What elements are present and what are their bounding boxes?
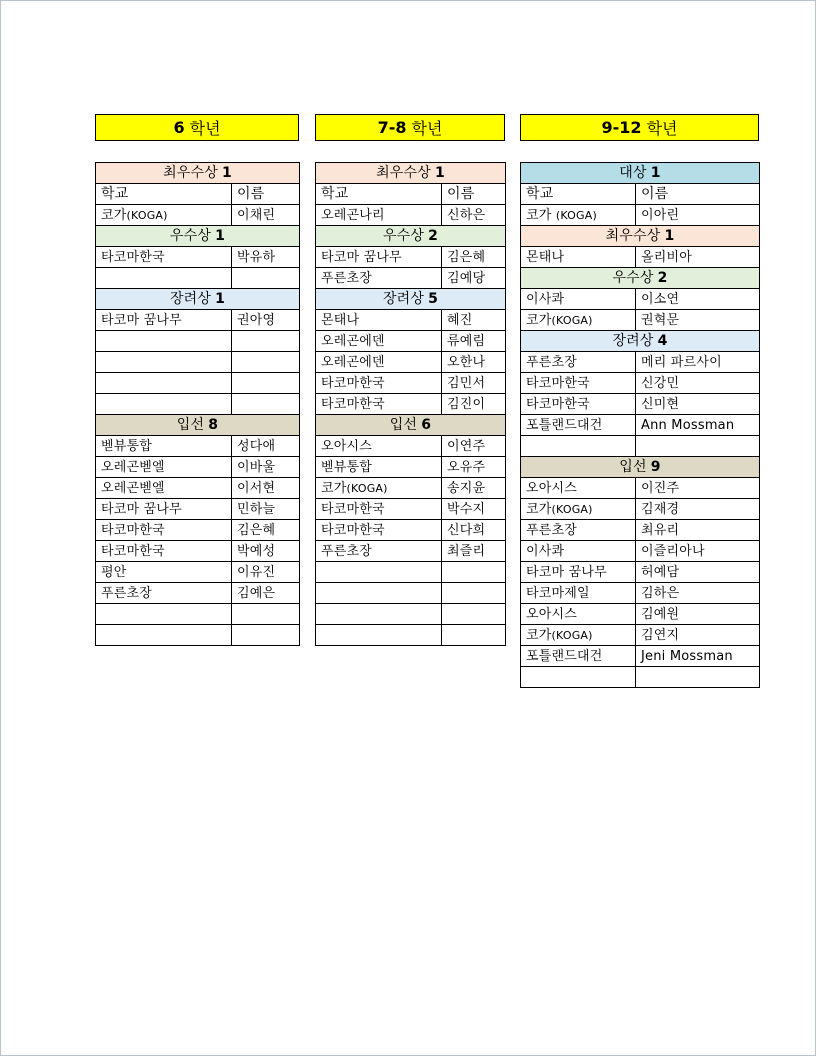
student-name-cell: 허예담 bbox=[636, 562, 760, 583]
student-name-cell bbox=[442, 604, 506, 625]
student-name-cell bbox=[232, 604, 300, 625]
grade-7-8-table bbox=[315, 162, 506, 646]
school-name: 타코마제일 bbox=[526, 585, 590, 601]
school-cell bbox=[316, 562, 442, 583]
award-category-row bbox=[316, 289, 506, 310]
table-row bbox=[316, 457, 506, 478]
award-name: 최우수상 bbox=[605, 227, 661, 244]
award-name: 우수상 bbox=[612, 269, 654, 286]
school-cell bbox=[96, 562, 232, 583]
school-cell bbox=[316, 520, 442, 541]
student-name-cell bbox=[442, 562, 506, 583]
school-cell bbox=[96, 604, 232, 625]
table-row bbox=[96, 205, 300, 226]
school-cell bbox=[316, 541, 442, 562]
student-name-cell bbox=[232, 331, 300, 352]
school-name: 타코마한국 bbox=[101, 543, 165, 559]
school-cell bbox=[521, 373, 636, 394]
table-row bbox=[521, 646, 760, 667]
school-name: 코가 bbox=[321, 480, 347, 496]
award-count: 5 bbox=[428, 290, 439, 307]
table-row bbox=[316, 583, 506, 604]
student-name-cell: 민하늘 bbox=[232, 499, 300, 520]
award-category-row bbox=[96, 163, 300, 184]
school-cell bbox=[96, 541, 232, 562]
award-category-row bbox=[521, 331, 760, 352]
student-name-cell bbox=[636, 667, 760, 688]
student-name-cell: 오유주 bbox=[442, 457, 506, 478]
student-name-cell: 김예원 bbox=[636, 604, 760, 625]
school-cell bbox=[316, 457, 442, 478]
school-cell bbox=[316, 373, 442, 394]
award-category-row bbox=[96, 226, 300, 247]
student-name-cell: 이소연 bbox=[636, 289, 760, 310]
school-cell bbox=[316, 268, 442, 289]
school-name: 타코마 꿈나무 bbox=[101, 501, 182, 517]
table-row bbox=[96, 541, 300, 562]
school-cell bbox=[96, 478, 232, 499]
school-name: 코가 bbox=[526, 501, 552, 517]
table-row bbox=[96, 583, 300, 604]
student-name-cell: 올리비아 bbox=[636, 247, 760, 268]
school-name: 평안 bbox=[101, 564, 127, 580]
school-name: 타코마한국 bbox=[526, 396, 590, 412]
school-name: 타코마한국 bbox=[101, 522, 165, 538]
award-category-row bbox=[96, 289, 300, 310]
award-category-title bbox=[521, 331, 760, 352]
table-row bbox=[521, 541, 760, 562]
student-name-cell: Jeni Mossman bbox=[636, 646, 760, 667]
student-name-cell: 혜진 bbox=[442, 310, 506, 331]
award-category-row bbox=[316, 415, 506, 436]
school-cell bbox=[521, 541, 636, 562]
table-row bbox=[521, 604, 760, 625]
school-name: 타코마한국 bbox=[101, 249, 165, 265]
grade-number: 9-12 bbox=[601, 118, 642, 137]
award-category-title bbox=[96, 415, 300, 436]
table-row bbox=[316, 268, 506, 289]
student-name-cell bbox=[442, 625, 506, 646]
school-cell bbox=[96, 499, 232, 520]
award-category-row bbox=[316, 163, 506, 184]
school-cell bbox=[521, 604, 636, 625]
student-name-cell: 박예성 bbox=[232, 541, 300, 562]
student-name-cell: 김재경 bbox=[636, 499, 760, 520]
table-row bbox=[316, 310, 506, 331]
grade-7-8-header bbox=[315, 114, 505, 141]
student-name-cell: 류예림 bbox=[442, 331, 506, 352]
school-cell bbox=[96, 331, 232, 352]
school-cell bbox=[96, 310, 232, 331]
column-header-row bbox=[521, 184, 760, 205]
student-name-cell: 김예은 bbox=[232, 583, 300, 604]
award-category-row bbox=[521, 226, 760, 247]
award-category-title bbox=[521, 163, 760, 184]
school-name: 포틀랜드대건 bbox=[526, 417, 603, 433]
grade-suffix: 학년 bbox=[189, 119, 221, 138]
school-cell bbox=[316, 205, 442, 226]
school-name: 오레곤벧엘 bbox=[101, 480, 165, 496]
student-name-cell: 최즐리 bbox=[442, 541, 506, 562]
school-latin-name: (KOGA) bbox=[551, 628, 593, 642]
school-cell bbox=[96, 205, 232, 226]
grade-number: 7-8 bbox=[377, 118, 407, 137]
school-name: 학교 bbox=[526, 185, 554, 202]
column-header-row bbox=[316, 184, 506, 205]
school-name: 타코마한국 bbox=[526, 375, 590, 391]
award-category-title bbox=[316, 415, 506, 436]
school-cell bbox=[96, 625, 232, 646]
student-name-cell: 권아영 bbox=[232, 310, 300, 331]
student-name-cell: 김연지 bbox=[636, 625, 760, 646]
student-name-cell: 이름 bbox=[232, 184, 300, 205]
table-row bbox=[316, 373, 506, 394]
school-name: 푸른초장 bbox=[321, 270, 373, 286]
award-category-title bbox=[521, 226, 760, 247]
grade-6-table bbox=[95, 162, 300, 646]
award-name: 최우수상 bbox=[376, 164, 431, 181]
school-name: 오레곤나리 bbox=[321, 207, 385, 223]
award-category-row bbox=[521, 163, 760, 184]
school-name: 푸른초장 bbox=[321, 543, 373, 559]
table-row bbox=[96, 478, 300, 499]
table-row bbox=[96, 310, 300, 331]
table-row bbox=[521, 667, 760, 688]
school-cell bbox=[316, 436, 442, 457]
school-name: 코가 bbox=[526, 312, 552, 328]
school-cell bbox=[521, 394, 636, 415]
award-category-title bbox=[96, 163, 300, 184]
student-name-cell: 김은혜 bbox=[232, 520, 300, 541]
student-name-cell: 신하은 bbox=[442, 205, 506, 226]
school-cell bbox=[521, 289, 636, 310]
student-name-cell: 김하은 bbox=[636, 583, 760, 604]
award-category-row bbox=[316, 226, 506, 247]
award-name: 입선 bbox=[389, 416, 418, 433]
student-name-cell: 성다애 bbox=[232, 436, 300, 457]
school-cell bbox=[521, 625, 636, 646]
school-cell bbox=[96, 583, 232, 604]
school-name: 이사콰 bbox=[526, 543, 565, 559]
student-name-cell: 신강민 bbox=[636, 373, 760, 394]
table-row bbox=[316, 541, 506, 562]
award-count: 1 bbox=[664, 227, 675, 244]
grade-number: 6 bbox=[173, 118, 185, 137]
school-name: 학교 bbox=[101, 185, 129, 202]
table-row bbox=[521, 562, 760, 583]
school-cell bbox=[521, 415, 636, 436]
award-name: 장려상 bbox=[612, 332, 654, 349]
student-name-cell: 이즐리아나 bbox=[636, 541, 760, 562]
student-name-cell: 최유리 bbox=[636, 520, 760, 541]
school-cell bbox=[521, 667, 636, 688]
school-cell bbox=[521, 310, 636, 331]
award-count: 1 bbox=[434, 164, 445, 181]
student-name-cell: 이서현 bbox=[232, 478, 300, 499]
student-name-cell: 이름 bbox=[442, 184, 506, 205]
table-row bbox=[96, 352, 300, 373]
award-count: 4 bbox=[657, 332, 668, 349]
award-count: 8 bbox=[208, 416, 219, 433]
award-name: 우수상 bbox=[382, 227, 425, 244]
student-name-cell: 김진이 bbox=[442, 394, 506, 415]
student-name-cell bbox=[636, 436, 760, 457]
table-row bbox=[316, 625, 506, 646]
table-row bbox=[521, 205, 760, 226]
student-name-cell: 오한나 bbox=[442, 352, 506, 373]
school-name: 오아시스 bbox=[526, 606, 578, 622]
student-name-cell: 박수지 bbox=[442, 499, 506, 520]
student-name-cell: 김민서 bbox=[442, 373, 506, 394]
student-name-cell: 이름 bbox=[636, 184, 760, 205]
table-row bbox=[521, 247, 760, 268]
table-row bbox=[521, 520, 760, 541]
school-name: 이사콰 bbox=[526, 291, 565, 307]
school-cell bbox=[316, 499, 442, 520]
school-cell bbox=[316, 310, 442, 331]
award-name: 우수상 bbox=[169, 227, 212, 244]
award-count: 2 bbox=[657, 269, 668, 286]
award-count: 1 bbox=[215, 290, 226, 307]
school-cell bbox=[96, 457, 232, 478]
grade-6-header bbox=[95, 114, 299, 141]
student-name-cell bbox=[442, 583, 506, 604]
school-name: 타코마 꿈나무 bbox=[526, 564, 607, 580]
student-name-cell bbox=[232, 394, 300, 415]
table-row bbox=[521, 310, 760, 331]
award-name: 최우수상 bbox=[163, 164, 218, 181]
school-cell bbox=[521, 184, 636, 205]
award-category-title bbox=[96, 226, 300, 247]
table-row bbox=[316, 331, 506, 352]
school-name: 코가 bbox=[526, 627, 552, 643]
table-row bbox=[521, 352, 760, 373]
school-latin-name: (KOGA) bbox=[346, 481, 388, 495]
award-category-title bbox=[521, 268, 760, 289]
school-name: 오레곤에덴 bbox=[321, 333, 385, 349]
school-name: 오아시스 bbox=[321, 438, 373, 454]
school-cell bbox=[96, 247, 232, 268]
school-name: 코가 bbox=[526, 207, 556, 223]
column-header-row bbox=[96, 184, 300, 205]
school-name: 타코마 꿈나무 bbox=[321, 249, 402, 265]
table-row bbox=[96, 625, 300, 646]
table-row bbox=[316, 499, 506, 520]
school-name: 타코마한국 bbox=[321, 396, 385, 412]
school-cell bbox=[316, 394, 442, 415]
school-name: 포틀랜드대건 bbox=[526, 648, 603, 664]
school-name: 푸른초장 bbox=[101, 585, 153, 601]
table-row bbox=[521, 625, 760, 646]
award-category-title bbox=[521, 457, 760, 478]
award-name: 입선 bbox=[619, 458, 647, 475]
student-name-cell: 김은혜 bbox=[442, 247, 506, 268]
school-name: 학교 bbox=[321, 185, 349, 202]
school-cell bbox=[521, 520, 636, 541]
school-name: 푸른초장 bbox=[526, 354, 578, 370]
school-cell bbox=[316, 583, 442, 604]
student-name-cell: 박유하 bbox=[232, 247, 300, 268]
school-cell bbox=[316, 604, 442, 625]
school-cell bbox=[521, 646, 636, 667]
school-cell bbox=[521, 478, 636, 499]
school-cell bbox=[96, 520, 232, 541]
student-name-cell: 신다희 bbox=[442, 520, 506, 541]
school-name: 오레곤벧엘 bbox=[101, 459, 165, 475]
award-category-title bbox=[316, 289, 506, 310]
table-row bbox=[96, 562, 300, 583]
school-cell bbox=[316, 478, 442, 499]
table-row bbox=[521, 289, 760, 310]
award-category-row bbox=[521, 268, 760, 289]
student-name-cell bbox=[232, 268, 300, 289]
school-name: 몬태나 bbox=[321, 312, 360, 328]
school-name: 몬태나 bbox=[526, 249, 565, 265]
award-name: 대상 bbox=[619, 164, 647, 181]
table-row bbox=[316, 478, 506, 499]
award-category-title bbox=[316, 163, 506, 184]
table-row bbox=[96, 520, 300, 541]
student-name-cell: 권혁문 bbox=[636, 310, 760, 331]
school-cell bbox=[316, 247, 442, 268]
school-cell bbox=[316, 625, 442, 646]
table-row bbox=[316, 205, 506, 226]
school-cell bbox=[521, 247, 636, 268]
school-cell bbox=[96, 184, 232, 205]
table-row bbox=[521, 373, 760, 394]
award-count: 2 bbox=[428, 227, 439, 244]
student-name-cell: 이연주 bbox=[442, 436, 506, 457]
school-name: 타코마한국 bbox=[321, 501, 385, 517]
student-name-cell: 이채린 bbox=[232, 205, 300, 226]
student-name-cell: 김예당 bbox=[442, 268, 506, 289]
award-category-row bbox=[96, 415, 300, 436]
school-name: 오아시스 bbox=[526, 480, 578, 496]
school-cell bbox=[521, 436, 636, 457]
table-row bbox=[521, 583, 760, 604]
school-name: 벧뷰통합 bbox=[321, 459, 373, 475]
award-count: 1 bbox=[215, 227, 226, 244]
grade-9-12-header bbox=[520, 114, 759, 141]
school-name: 타코마한국 bbox=[321, 522, 385, 538]
grade-suffix: 학년 bbox=[646, 119, 678, 138]
school-cell bbox=[316, 184, 442, 205]
school-latin-name: (KOGA) bbox=[551, 502, 593, 516]
school-cell bbox=[521, 583, 636, 604]
grade-suffix: 학년 bbox=[411, 119, 443, 138]
award-category-row bbox=[521, 457, 760, 478]
award-name: 장려상 bbox=[169, 290, 212, 307]
table-row bbox=[521, 394, 760, 415]
student-name-cell: 이바울 bbox=[232, 457, 300, 478]
table-row bbox=[96, 604, 300, 625]
table-row bbox=[96, 268, 300, 289]
student-name-cell: 이진주 bbox=[636, 478, 760, 499]
school-cell bbox=[316, 352, 442, 373]
table-row bbox=[96, 331, 300, 352]
award-count: 1 bbox=[650, 164, 661, 181]
school-latin-name: (KOGA) bbox=[555, 208, 597, 222]
student-name-cell: 이유진 bbox=[232, 562, 300, 583]
student-name-cell bbox=[232, 352, 300, 373]
school-cell bbox=[96, 268, 232, 289]
award-name: 입선 bbox=[176, 416, 205, 433]
award-count: 9 bbox=[650, 458, 661, 475]
school-cell bbox=[521, 562, 636, 583]
school-cell bbox=[316, 331, 442, 352]
school-name: 오레곤에덴 bbox=[321, 354, 385, 370]
table-row bbox=[96, 436, 300, 457]
school-name: 벧뷰통합 bbox=[101, 438, 153, 454]
school-cell bbox=[96, 436, 232, 457]
table-row bbox=[316, 604, 506, 625]
student-name-cell: 이아린 bbox=[636, 205, 760, 226]
table-row bbox=[316, 520, 506, 541]
table-row bbox=[316, 436, 506, 457]
table-row bbox=[521, 415, 760, 436]
table-row bbox=[316, 352, 506, 373]
table-row bbox=[316, 562, 506, 583]
school-latin-name: (KOGA) bbox=[126, 208, 168, 222]
table-row bbox=[316, 247, 506, 268]
table-row bbox=[96, 394, 300, 415]
student-name-cell: Ann Mossman bbox=[636, 415, 760, 436]
school-latin-name: (KOGA) bbox=[551, 313, 593, 327]
school-name: 타코마 꿈나무 bbox=[101, 312, 182, 328]
school-name: 타코마한국 bbox=[321, 375, 385, 391]
grade-9-12-table bbox=[520, 162, 760, 688]
table-row bbox=[96, 373, 300, 394]
school-cell bbox=[521, 205, 636, 226]
student-name-cell bbox=[232, 373, 300, 394]
award-category-title bbox=[96, 289, 300, 310]
student-name-cell: 신미현 bbox=[636, 394, 760, 415]
school-cell bbox=[96, 394, 232, 415]
student-name-cell bbox=[232, 625, 300, 646]
award-count: 6 bbox=[421, 416, 432, 433]
table-row bbox=[521, 436, 760, 457]
table-row bbox=[96, 499, 300, 520]
award-count: 1 bbox=[221, 164, 232, 181]
student-name-cell: 송지윤 bbox=[442, 478, 506, 499]
school-name: 코가 bbox=[101, 207, 127, 223]
student-name-cell: 메리 파르사이 bbox=[636, 352, 760, 373]
table-row bbox=[96, 457, 300, 478]
school-name: 푸른초장 bbox=[526, 522, 578, 538]
award-name: 장려상 bbox=[382, 290, 425, 307]
award-category-title bbox=[316, 226, 506, 247]
table-row bbox=[96, 247, 300, 268]
school-cell bbox=[521, 352, 636, 373]
table-row bbox=[521, 478, 760, 499]
table-row bbox=[521, 499, 760, 520]
table-row bbox=[316, 394, 506, 415]
school-cell bbox=[521, 499, 636, 520]
school-cell bbox=[96, 373, 232, 394]
school-cell bbox=[96, 352, 232, 373]
